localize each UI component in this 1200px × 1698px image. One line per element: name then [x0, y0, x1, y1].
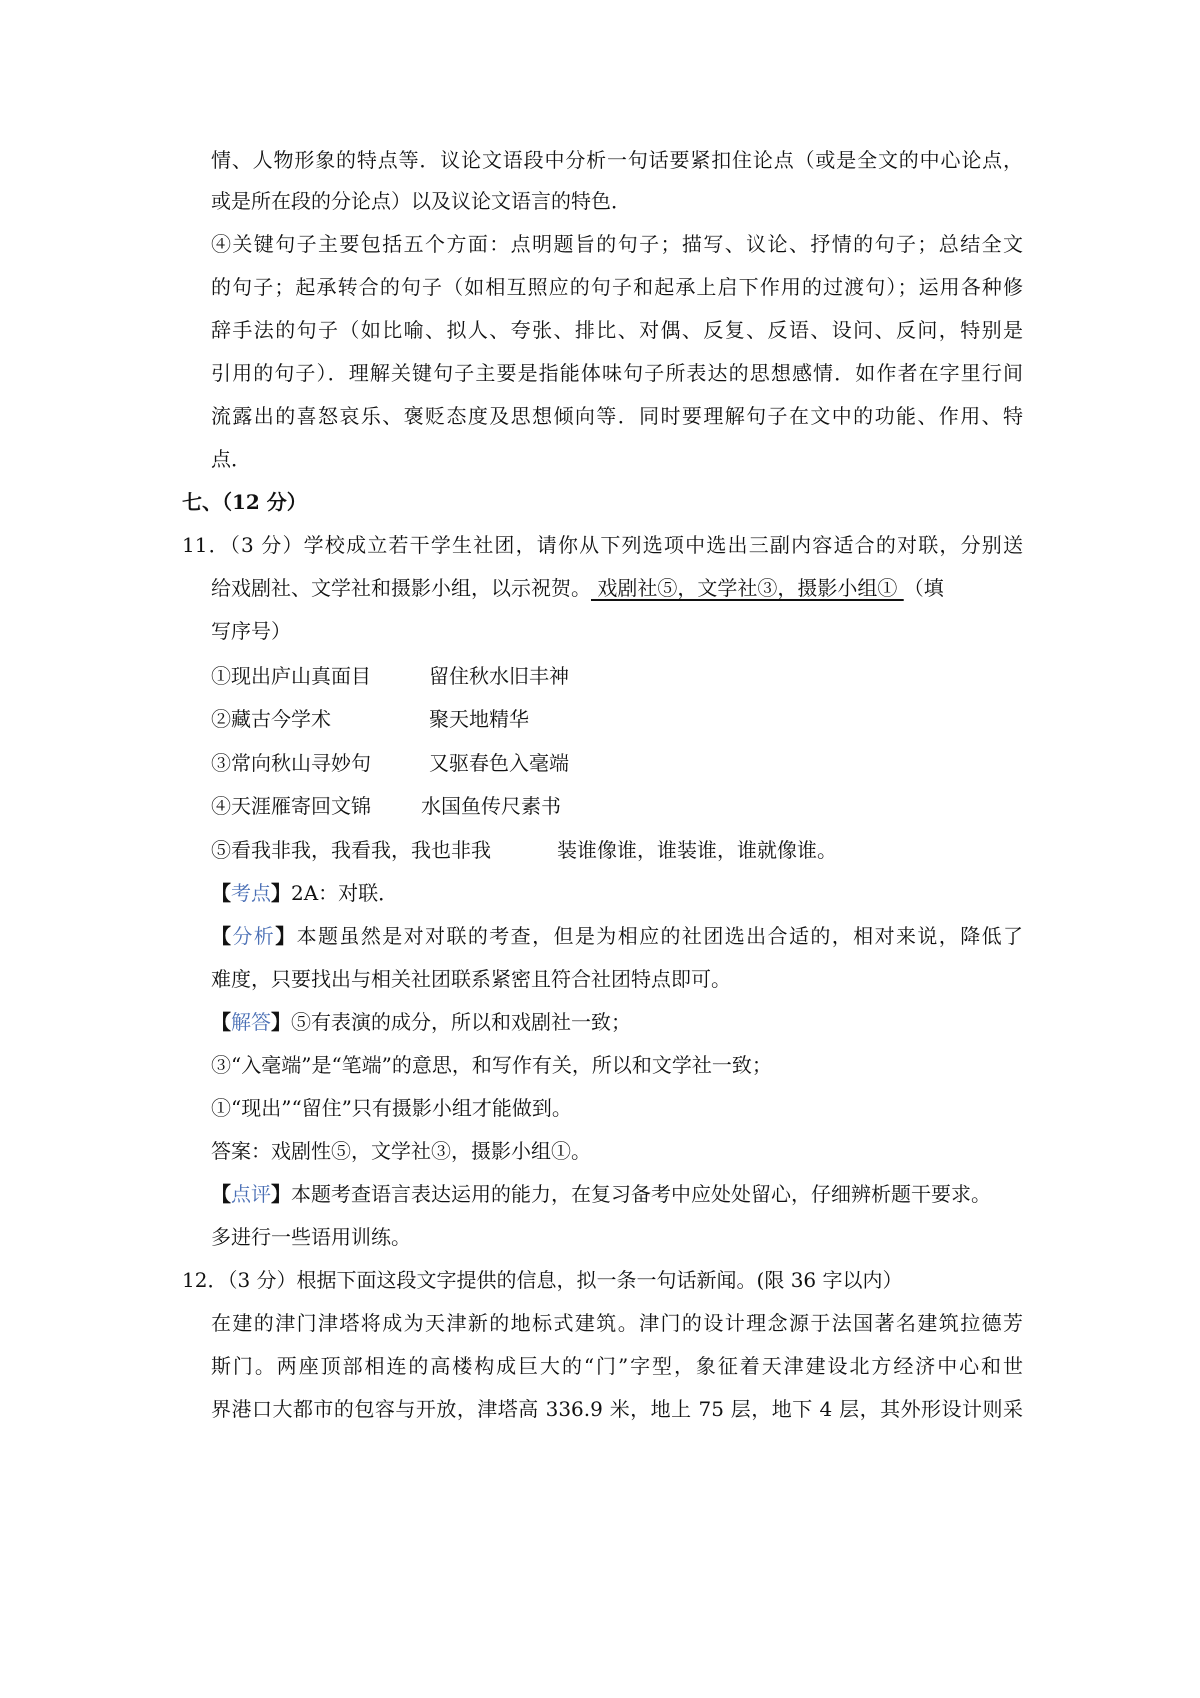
- paragraph-line: 流露出的喜怒哀乐、褒贬态度及思想倾向等．同时要理解句子在文中的功能、作用、特: [211, 404, 1023, 428]
- question-12-passage-line: 界港口大都市的包容与开放，津塔高 336.9 米，地上 75 层，地下 4 层，其外形设计则采: [211, 1397, 1023, 1421]
- question-11-line: 写序号）: [211, 619, 291, 643]
- paragraph-line: 的句子；起承转合的句子（如相互照应的句子和起承上启下作用的过渡句）；运用各种修: [211, 275, 1023, 299]
- kaodian-line: [211, 879, 398, 907]
- option-left: ③常向秋山寻妙句: [211, 751, 371, 775]
- paragraph-line: ④关键句子主要包括五个方面：点明题旨的句子；描写、议论、抒情的句子；总结全文: [211, 232, 1023, 256]
- dianping-label: 点评: [231, 1182, 271, 1206]
- jieda-line: ③“入毫端”是“笔端”的意思，和写作有关，所以和文学社一致；: [211, 1053, 772, 1077]
- question-11-answer: 戏剧社⑤，文学社③，摄影小组①: [591, 576, 904, 600]
- paragraph-line: 或是所在段的分论点）以及议论文语言的特色．: [211, 189, 631, 213]
- fenxi-label: 分析: [232, 924, 276, 948]
- question-12-stem: 12．（3 分）根据下面这段文字提供的信息，拟一条一句话新闻。(限 36 字以内）: [182, 1268, 903, 1292]
- bracket-open: 【: [211, 881, 231, 905]
- paragraph-line: 引用的句子）．理解关键句子主要是指能体味句子所表达的思想感情．如作者在字里行间: [211, 361, 1023, 385]
- option-right: 水国鱼传尺素书: [421, 794, 561, 818]
- paragraph-line: 辞手法的句子（如比喻、拟人、夸张、排比、对偶、反复、反语、设问、反问，特别是: [211, 318, 1023, 342]
- bracket-open: 【: [211, 924, 233, 948]
- option-right: 装谁像谁，谁装谁，谁就像谁。: [557, 838, 837, 862]
- bracket-close: 】: [271, 1182, 291, 1206]
- bracket-open: 【: [211, 1182, 231, 1206]
- question-12-passage-line: 斯门。两座顶部相连的高楼构成巨大的“门”字型，象征着天津建设北方经济中心和世: [211, 1354, 1023, 1378]
- jieda-line: 答案：戏剧性⑤，文学社③，摄影小组①。: [211, 1139, 591, 1163]
- option-right: 聚天地精华: [429, 707, 529, 731]
- question-12-passage-line: 在建的津门津塔将成为天津新的地标式建筑。津门的设计理念源于法国著名建筑拉德芳: [211, 1311, 1023, 1335]
- option-item: [211, 792, 1023, 820]
- kaodian-label: 考点: [231, 881, 271, 905]
- option-left: ④天涯雁寄回文锦: [211, 794, 371, 818]
- question-11-fill-hint: （填: [903, 576, 944, 600]
- option-left: ①现出庐山真面目: [211, 664, 371, 688]
- bracket-close: 】: [271, 1010, 291, 1034]
- paragraph-line: 点．: [211, 447, 251, 471]
- question-11-text: 给戏剧社、文学社和摄影小组，以示祝贺。: [211, 576, 591, 600]
- option-item: [211, 836, 1023, 864]
- kaodian-text: 2A：对联．: [291, 881, 399, 905]
- fenxi-line: [211, 922, 1023, 950]
- jieda-text: ⑤有表演的成分，所以和戏剧社一致；: [291, 1010, 631, 1034]
- option-right: 留住秋水旧丰神: [429, 664, 569, 688]
- paragraph-line: 情、人物形象的特点等．议论文语段中分析一句话要紧扣住论点（或是全文的中心论点，: [211, 148, 1023, 172]
- bracket-open: 【: [211, 1010, 231, 1034]
- option-item: [211, 662, 1023, 690]
- option-left: ②藏古今学术: [211, 707, 331, 731]
- bracket-close: 】: [275, 924, 297, 948]
- question-11-line: [211, 574, 1023, 602]
- option-left: ⑤看我非我，我看我，我也非我: [211, 838, 491, 862]
- option-item: [211, 749, 1023, 777]
- option-right: 又驱春色入毫端: [429, 751, 569, 775]
- dianping-line: [211, 1180, 991, 1208]
- jieda-line: [211, 1008, 631, 1036]
- dianping-line: 多进行一些语用训练。: [211, 1225, 411, 1249]
- fenxi-line: 难度，只要找出与相关社团联系紧密且符合社团特点即可。: [211, 967, 731, 991]
- question-11-stem: 11．（3 分）学校成立若干学生社团，请你从下列选项中选出三副内容适合的对联，分别送: [182, 533, 1023, 557]
- option-item: [211, 705, 1023, 733]
- section-heading: 七、（12 分）: [182, 490, 307, 514]
- bracket-close: 】: [271, 881, 291, 905]
- fenxi-text: 本题虽然是对对联的考查，但是为相应的社团选出合适的，相对来说，降低了: [296, 924, 1024, 948]
- dianping-text: 本题考查语言表达运用的能力，在复习备考中应处处留心，仔细辨析题干要求。: [291, 1182, 991, 1206]
- jieda-label: 解答: [231, 1010, 271, 1034]
- jieda-line: ①“现出”“留住”只有摄影小组才能做到。: [211, 1096, 572, 1120]
